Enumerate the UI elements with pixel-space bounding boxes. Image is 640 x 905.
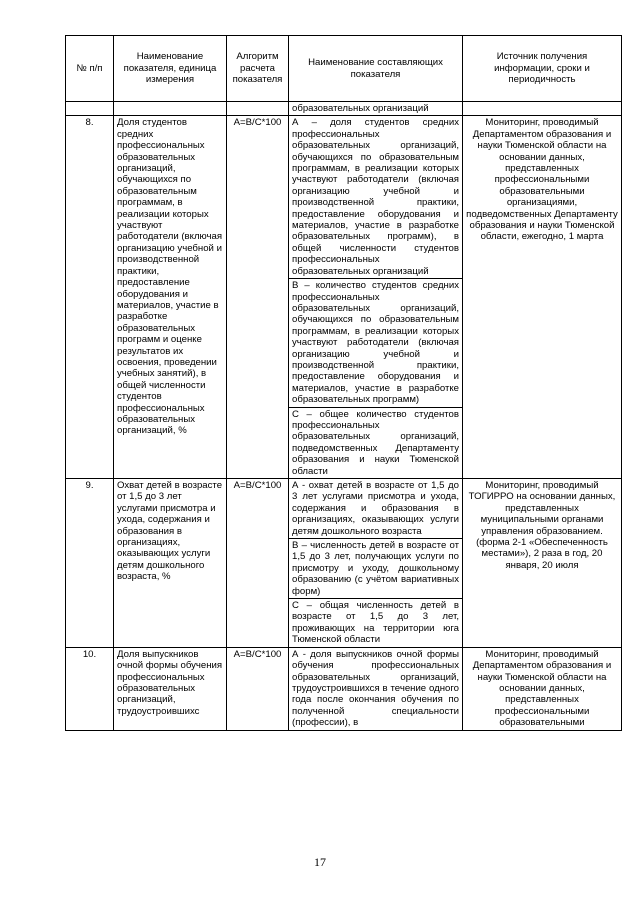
header-num: № п/п <box>66 36 114 102</box>
component-a: А - доля выпускников очной формы обучения профессиональных образовательных организаций, трудоустроившихся в течение одного года после окончания обучения по полученной специальности (профессии), в <box>292 648 459 729</box>
row-number: 8. <box>66 116 114 479</box>
indicator-name: Доля выпускников очной формы обучения профессиональных образовательных организаций, трудоустроившихс <box>114 647 227 730</box>
row-number: 10. <box>66 647 114 730</box>
components-cell <box>289 116 463 479</box>
table-row <box>66 479 622 648</box>
algorithm: A=B/C*100 <box>227 479 289 648</box>
source: Мониторинг, проводимый Департаментом образования и науки Тюменской области на основании данных, представленных профессиональными образовательными организациями, подведомственных Департаменту образования и науки Тюменской области, ежегодно, 1 марта <box>463 116 622 479</box>
component-a: А - охват детей в возрасте от 1,5 до 3 лет услугами присмотра и ухода, содержания и образования в организациях, оказывающих услуги детям дошкольного возраста <box>292 480 459 537</box>
components-cell <box>289 647 463 730</box>
component-b: В – количество студентов средних профессиональных образовательных организаций, обучающихся по образовательным программам, в реализации которых участвуют работодатели (включая организацию учебной и производственной практики, предоставление оборудования и материалов, участие в разработке образовательных программ) <box>289 278 462 406</box>
algorithm: A=B/C*100 <box>227 647 289 730</box>
header-components: Наименование составляющих показателя <box>289 36 463 102</box>
components-cell <box>289 479 463 648</box>
header-algorithm: Алгоритм расчета показателя <box>227 36 289 102</box>
table-row <box>66 116 622 479</box>
continuation-row <box>66 102 622 116</box>
row-number: 9. <box>66 479 114 648</box>
header-name: Наименование показателя, единица измерения <box>114 36 227 102</box>
indicators-table <box>65 35 622 731</box>
component-c: С – общая численность детей в возрасте от 1,5 до 3 лет, проживающих на территории юга Тюменской области <box>289 598 462 647</box>
continued-text: образовательных организаций <box>289 102 463 116</box>
page-number: 17 <box>314 855 326 869</box>
algorithm: A=B/C*100 <box>227 116 289 479</box>
header-source: Источник получения информации, сроки и периодичность <box>463 36 622 102</box>
source: Мониторинг, проводимый Департаментом образования и науки Тюменской области на основании данных, представленных профессиональными образовательными <box>463 647 622 730</box>
component-b: В – численность детей в возрасте от 1,5 до 3 лет, получающих услуги по присмотру и уходу, дошкольному образованию (с учётом вариативных форм) <box>289 538 462 598</box>
table-header-row <box>66 36 622 102</box>
component-a: А – доля студентов средних профессиональных образовательных организаций, обучающихся по образовательным программам, в реализации которых участвуют работодатели (включая организацию учебной и производственной практики, предоставление оборудования и материалов, участие в разработке образовательных программ), в общей численности студентов профессиональных образовательных организаций <box>292 117 459 277</box>
indicator-name: Доля студентов средних профессиональных образовательных организаций, обучающихся по образовательным программам, в реализации которых участвуют работодатели (включая организацию учебной и производственной практики, предоставление оборудования и материалов, участие в разработке образовательных программ и оценке результатов их освоения, проведении учебных занятий), в общей численности студентов профессиональных образовательных организаций, % <box>114 116 227 479</box>
component-c: С – общее количество студентов профессиональных образовательных организаций, подведомственных Департаменту образования и науки Тюменской области <box>289 407 462 478</box>
indicator-name: Охват детей в возрасте от 1,5 до 3 лет услугами присмотра и ухода, содержания и образования в организациях, оказывающих услуги детям дошкольного возраста, % <box>114 479 227 648</box>
table-row <box>66 647 622 730</box>
source: Мониторинг, проводимый ТОГИРРО на основании данных, представленных муниципальными органами управления образованием. (форма 2-1 «Обеспеченность местами»), 2 раза в год, 20 января, 20 июля <box>463 479 622 648</box>
